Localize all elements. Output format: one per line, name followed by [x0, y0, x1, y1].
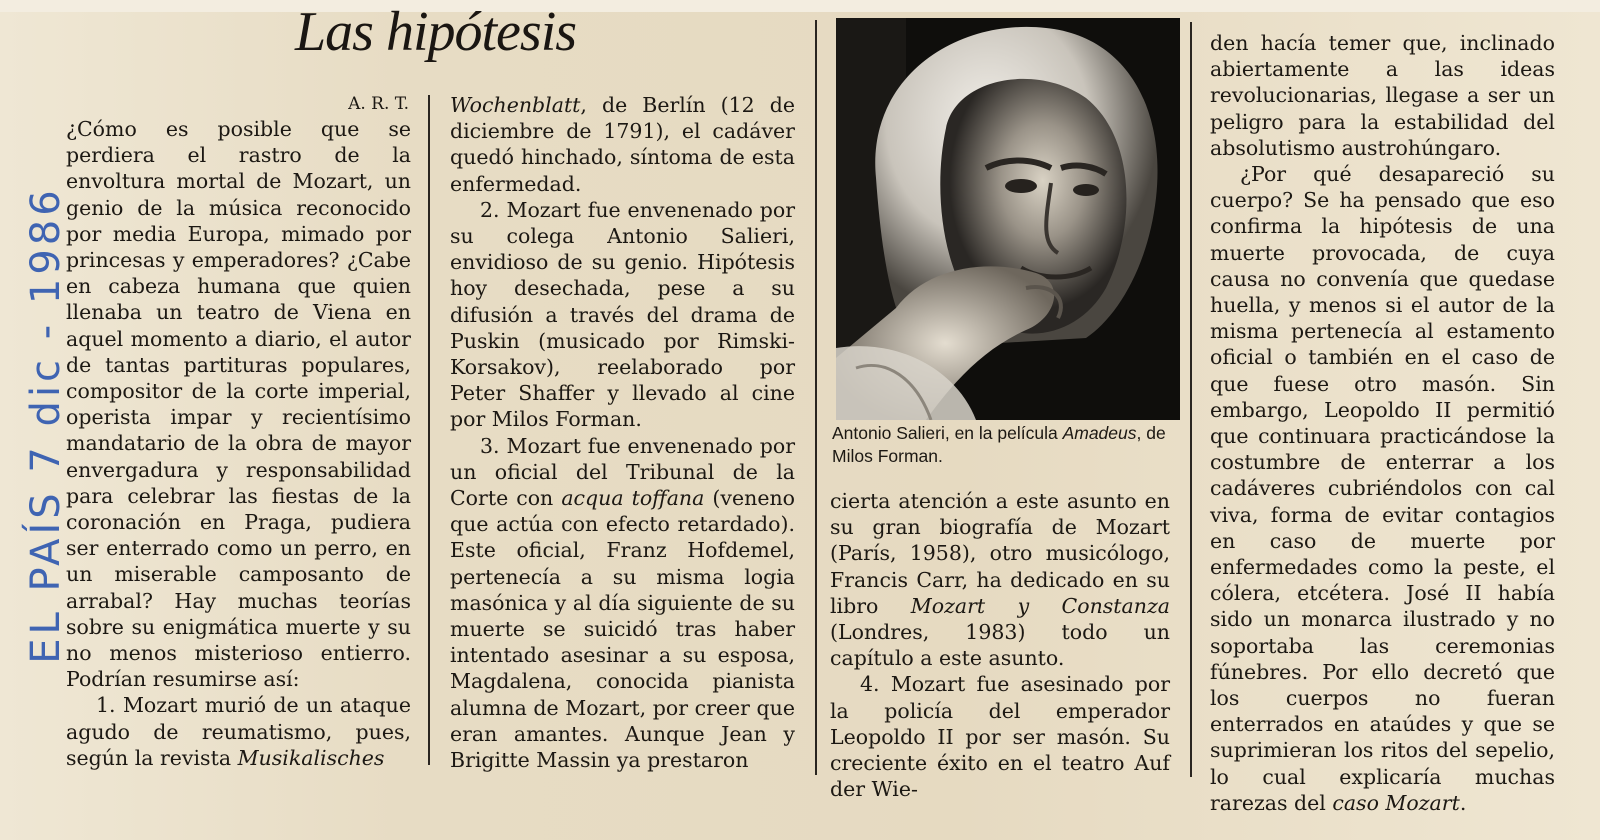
- article-column-1: [66, 92, 411, 771]
- paragraph: [450, 433, 795, 774]
- caption-text: Antonio Salieri, en la película: [832, 423, 1063, 443]
- article-column-4: [1210, 30, 1555, 816]
- italic-text: acqua toffana: [561, 486, 705, 511]
- caption-text: , de Milos Forman.: [832, 423, 1166, 466]
- paragraph: [450, 92, 795, 197]
- handwritten-note-text: EL PAÍS 7 dic - 1986: [23, 186, 69, 664]
- paragraph: 2. Mozart fue envenenado por su colega Antonio Salieri, envidioso de su genio. Hipótesis hoy desechada, pese a su difusión a través del drama de Puskin (musicado por Rimski-Korsakov), reelaborado por Peter Shaffer y llevado al cine por Milos Forman.: [450, 197, 795, 432]
- paragraph: ¿Cómo es posible que se perdiera el rastro de la envoltura mortal de Mozart, un genio de la música reconocido por media Europa, mimado por princesas y emperadores? ¿Cabe en cabeza humana que quien llenaba un teatro de Viena en aquel momento a diario, el autor de tantas partituras populares, compositor de la corte imperial, operista impar y recientísimo mandatario de la obra de mayor envergadura y responsabilidad para celebrar las fiestas de la coronación en Praga, pudiera ser enterrado como un perro, en un miserable camposanto de arrabal? Hay muchas teorías sobre su enigmática muerte y su no menos misterioso entierro. Podrían resumirse así:: [66, 117, 411, 692]
- article-title: Las hipótesis: [295, 1, 577, 63]
- article-column-2: [450, 92, 795, 773]
- text-run: (Londres, 1983) todo un capítulo a este asunto.: [830, 620, 1170, 671]
- column-rule: [1190, 22, 1192, 777]
- paragraph: [1210, 161, 1555, 816]
- clipping-top-edge: [0, 0, 1600, 12]
- photo-caption: [832, 422, 1177, 468]
- column-rule: [815, 20, 817, 775]
- text-run: 3. Mozart fue envenenado por un oficial del Tribunal de la Corte con: [450, 433, 795, 511]
- paragraph: [66, 692, 411, 771]
- text-run: .: [1459, 790, 1467, 815]
- text-run: 1. Mozart murió de un ataque agudo de reumatismo, pues, según la revista: [66, 693, 411, 770]
- text-run: cierta atención a este asunto en su gran biografía de Mozart (París, 1958), otro musicólogo, Francis Carr, ha dedicado en su libro: [830, 489, 1170, 618]
- text-run: , de Berlín (12 de diciembre de 1791), el cadáver quedó hinchado, síntoma de esta enfermedad.: [450, 93, 795, 196]
- paragraph: [830, 488, 1170, 671]
- text-run: ¿Por qué desapareció su cuerpo? Se ha pensado que eso confirma la hipótesis de una muerte provocada, de cuya causa no convenía que quedase huella, y menos si el autor de la misma pertenecía al estamento oficial o también en el caso de que fuese otro masón. Sin embargo, Leopoldo II permitió que continuara practicándose la costumbre de enterrar a los cadáveres cubriéndolos con cal viva, forma de evitar contagios en caso de muerte por enfermedades como la peste, el cólera, etcétera. José II había sido un monarca ilustrado y no soportaba las ceremonias fúnebres. Por ello decretó que los cuerpos no fueran enterrados en ataúdes y que se suprimieran los ritos del sepelio, lo cual explicaría muchas rarezas del: [1210, 162, 1555, 815]
- caption-italic: Amadeus: [1062, 423, 1137, 443]
- column-rule: [428, 95, 430, 765]
- italic-text: Mozart y Constanza: [910, 593, 1170, 618]
- article-column-3: [830, 488, 1170, 802]
- salieri-photo: [836, 18, 1180, 420]
- portrait-image: [836, 18, 1180, 420]
- italic-text: caso Mozart: [1332, 790, 1460, 815]
- paragraph: 4. Mozart fue asesinado por la policía del emperador Leopoldo II por ser masón. Su creciente éxito en el teatro Auf der Wie-: [830, 672, 1170, 802]
- paragraph: den hacía temer que, inclinado abiertamente a las ideas revolucionarias, llegase a ser un peligro para la estabilidad del absolutismo austrohúngaro.: [1210, 31, 1555, 160]
- italic-text: Wochenblatt: [450, 93, 581, 117]
- byline: A. R. T.: [348, 94, 409, 114]
- italic-text: Musikalisches: [237, 745, 385, 770]
- text-run: (veneno que actúa con efecto retardado). Este oficial, Franz Hofdemel, pertenecía a su misma logia masónica y al día siguiente de su muerte se suicidó tras haber intentado asesinar a su esposa, Magdalena, conocida pianista alumna de Mozart, por creer que eran amantes. Aunque Jean y Brigitte Massin ya prestaron: [450, 486, 795, 773]
